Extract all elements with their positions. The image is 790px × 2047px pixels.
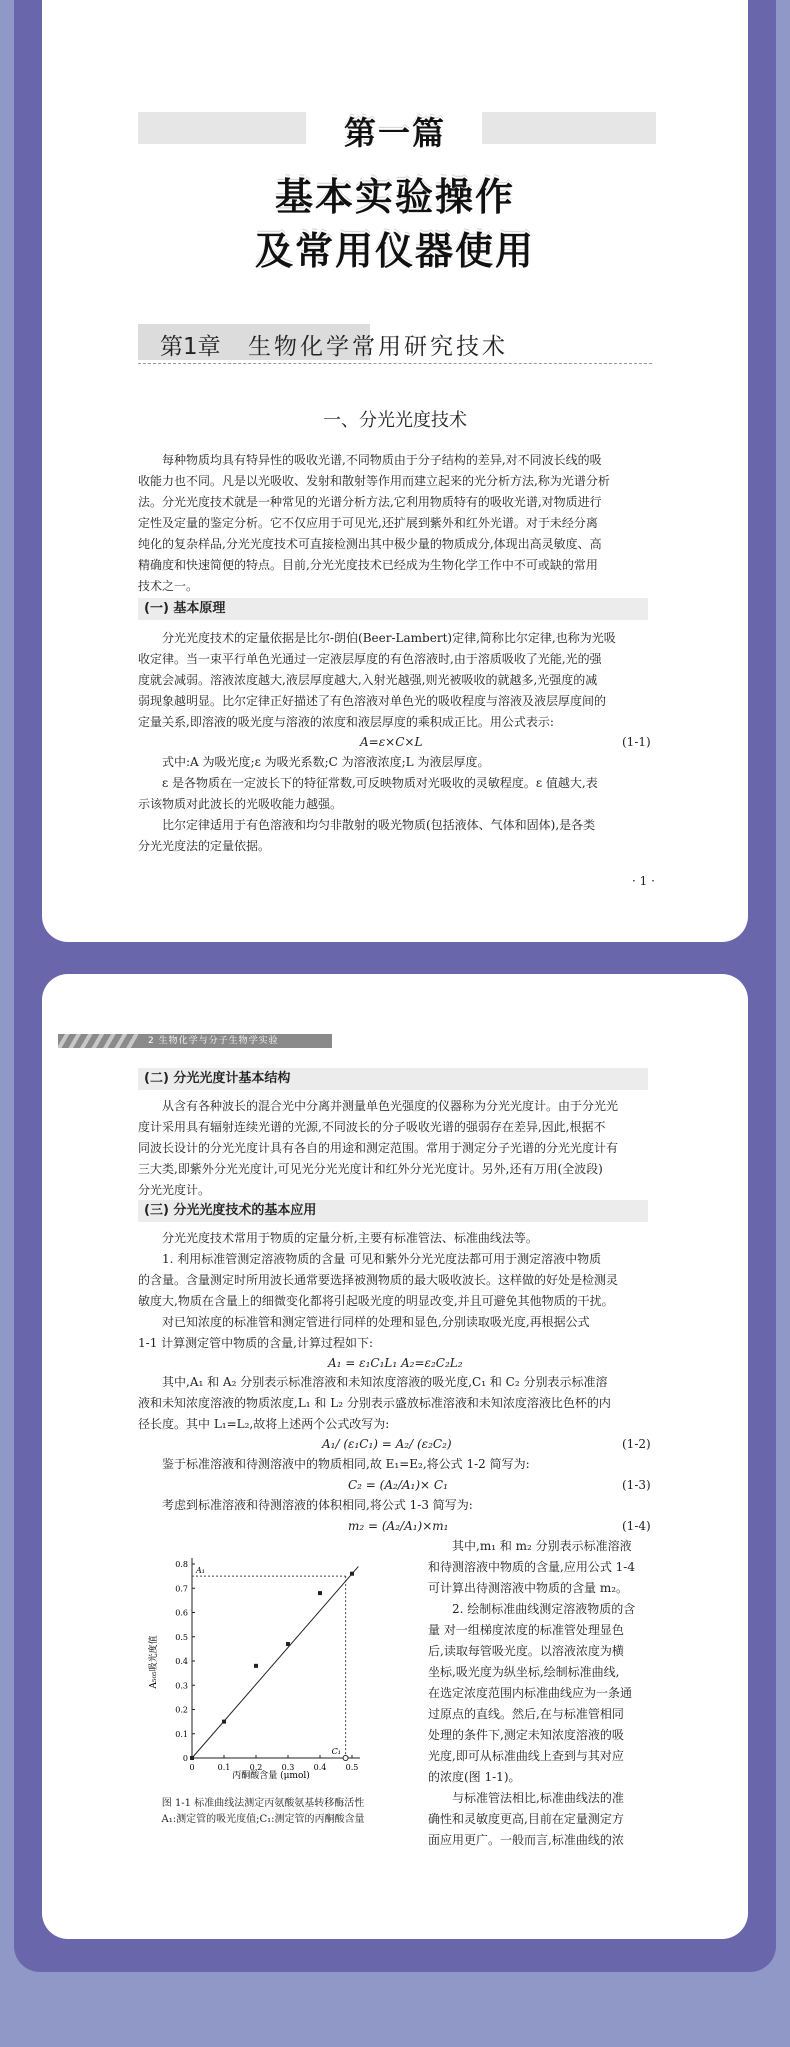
simplify-line [138, 1454, 648, 1475]
text-line: 技术之一。 [138, 579, 199, 593]
chart-x-axis-label: 丙酮酸含量 (μmol) [232, 1771, 310, 1781]
chart-x-tick-label: 0 [189, 1763, 195, 1772]
formula-1-2: A₁/ (ε₁C₁) = A₂/ (ε₂C₂) [322, 1437, 452, 1451]
chart-point [286, 1642, 290, 1646]
text-line: 量 对一组梯度浓度的标准管处理显色 [428, 1623, 624, 1637]
text-line: 1. 利用标准管测定溶液物质的含量 可见和紫外分光光度法都可用于测定溶液中物质 [162, 1252, 602, 1266]
book-page-1 [42, 0, 748, 942]
text-line: 每种物质均具有特异性的吸收光谱,不同物质由于分子结构的差异,对不同波长线的吸 [162, 453, 602, 467]
text-line: 纯化的复杂样品,分光光度技术可直接检测出其中极少量的物质成分,体现出高灵敏度、高 [138, 537, 602, 551]
running-head-stripes [58, 1034, 138, 1048]
chart-c1-marker [343, 1756, 348, 1761]
definition-paragraph [138, 752, 648, 857]
subsection-heading-principle: (一) 基本原理 [138, 598, 648, 620]
chart-point [190, 1756, 194, 1760]
equation-number: (1-3) [622, 1478, 651, 1492]
formula-absorbance-pair: A₁ = ε₁C₁L₁ A₂=ε₂C₂L₂ [328, 1356, 463, 1370]
part-title-line2: 及常用仪器使用 [254, 229, 535, 273]
chart-x-tick-label: 0.4 [313, 1763, 327, 1772]
chart-y-tick-label: 0.4 [175, 1657, 188, 1666]
structure-paragraph [138, 1096, 648, 1201]
text-line: 分光光度技术的定量依据是比尔-朗伯(Beer-Lambert)定律,简称比尔定律,也称为光吸 [162, 631, 616, 645]
text-line: 可计算出待测溶液中物质的含量 m₂。 [428, 1581, 629, 1595]
chart-fit-line [192, 1566, 358, 1758]
text-line: 分光光度计。 [138, 1183, 211, 1197]
equation-number: (1-4) [622, 1519, 651, 1533]
text-line: 面应用更广。一般而言,标准曲线的浓 [428, 1833, 624, 1847]
principle-paragraph [138, 628, 648, 733]
text-line: 的浓度(图 1-1)。 [428, 1770, 521, 1784]
chart-y-axis-label: A₅₀₅吸光度值 [149, 1635, 159, 1689]
chart-y-tick-label: 0.1 [175, 1729, 188, 1739]
text-line: 从含有各种波长的混合光中分离并测量单色光强度的仪器称为分光光度计。由于分光光 [162, 1099, 619, 1113]
chart-x-tick-label: 0.5 [345, 1763, 359, 1772]
text-line: 对已知浓度的标准管和测定管进行同样的处理和显色,分别读取吸光度,再根据公式 [162, 1315, 590, 1329]
intro-paragraph [138, 450, 648, 597]
formula-1-4: m₂ = (A₂/A₁)×m₁ [348, 1519, 449, 1533]
text-line: 过原点的直线。然后,在与标准管相同 [428, 1707, 624, 1721]
chapter-title: 生物化学常用研究技术 [248, 334, 508, 360]
text-line: 分光光度技术常用于物质的定量分析,主要有标准管法、标准曲线法等。 [162, 1231, 538, 1245]
subsection-heading-structure: (二) 分光光度计基本结构 [138, 1068, 648, 1090]
text-line: 与标准管法相比,标准曲线法的准 [452, 1791, 624, 1805]
text-line: 定性及定量的鉴定分析。它不仅应用于可见光,还扩展到紫外和红外光谱。对于未经分离 [138, 516, 598, 530]
chart-point [222, 1720, 226, 1724]
text-line: 坐标,吸光度为纵坐标,绘制标准曲线, [428, 1665, 620, 1679]
text-line: 弱现象越明显。比尔定律正好描述了有色溶液对单色光的吸收程度与溶液及液层厚度间的 [138, 694, 607, 708]
text-line: 2. 绘制标准曲线测定溶液物质的含 [452, 1602, 636, 1616]
text-line: 分光光度法的定量依据。 [138, 839, 271, 853]
text-line: 敏度大,物质在含量上的细微变化都将引起吸光度的明显改变,并且可避免其他物质的干扰。 [138, 1294, 614, 1308]
text-line: 其中,m₁ 和 m₂ 分别表示标准溶液 [452, 1539, 632, 1553]
figure-caption-note: A₁:测定管的吸光度值;C₁:测定管的丙酮酸含量 [161, 1814, 365, 1825]
text-line: ε 是各物质在一定波长下的特征常数,可反映物质对光吸收的灵敏程度。ε 值越大,表 [162, 776, 598, 790]
text-line: 度就会减弱。溶液浓度越大,液层厚度越大,入射光越强,则光被吸收的就越多,光强度的减 [138, 673, 598, 687]
text-line: 三大类,即紫外分光光度计,可见光分光光度计和红外分光光度计。另外,还有万用(全波段) [138, 1162, 603, 1176]
chart-y-tick-label: 0.5 [175, 1632, 188, 1642]
text-line: 示该物质对此波长的光吸收能力越强。 [138, 797, 343, 811]
part-title-line1: 基本实验操作 [274, 175, 515, 219]
text-line: 鉴于标准溶液和待测溶液中的物质相同,故 E₁=E₂,将公式 1-2 简写为: [162, 1457, 530, 1471]
section-title: 一、分光光度技术 [323, 410, 467, 431]
text-line: 法。分光光度技术就是一种常见的光谱分析方法,它利用物质特有的吸收光谱,对物质进行 [138, 495, 602, 509]
chapter-number: 第1章 [160, 334, 221, 360]
text-line: 式中:A 为吸光度;ε 为吸光系数;C 为溶液浓度;L 为液层厚度。 [162, 755, 490, 769]
figure-caption-title: 图 1-1 标准曲线法测定丙氨酸氨基转移酶活性 [161, 1798, 365, 1809]
text-line: 比尔定律适用于有色溶液和均匀非散射的吸光物质(包括液体、气体和固体),是各类 [162, 818, 596, 832]
chart-annotation-c1: C₁ [331, 1747, 341, 1756]
text-line: 在选定浓度范围内标准曲线应为一条通 [428, 1686, 633, 1700]
text-line: 定量关系,即溶液的吸光度与溶液的浓度和液层厚度的乘积成正比。用公式表示: [138, 715, 554, 729]
standard-curve-chart [142, 1540, 382, 1790]
text-line: 的含量。含量测定时所用波长通常要选择被测物质的最大吸收波长。这样做的好处是检测灵 [138, 1273, 619, 1287]
text-line: 后,读取每管吸光度。以溶液浓度为横 [428, 1644, 624, 1658]
running-head-text: 2 生物化学与分子生物学实验 [148, 1036, 279, 1046]
book-page-2 [42, 974, 748, 1939]
volume-line [138, 1495, 648, 1516]
chapter-rule [138, 363, 652, 364]
chart-x-tick-label: 0.3 [281, 1763, 295, 1772]
text-line: 确性和灵敏度更高,目前在定量测定方 [428, 1812, 624, 1826]
text-line: 和待测溶液中物质的含量,应用公式 1-4 [428, 1560, 635, 1574]
chart-y-tick-label: 0 [182, 1754, 188, 1763]
text-line: 光度,即可从标准曲线上查到与其对应 [428, 1749, 624, 1763]
text-line: 考虑到标准溶液和待测溶液的体积相同,将公式 1-3 简写为: [162, 1498, 473, 1512]
text-line: 处理的条件下,测定未知浓度溶液的吸 [428, 1728, 624, 1742]
text-line: 液和未知浓度溶液的物质浓度,L₁ 和 L₂ 分别表示盛放标准溶液和未知浓度溶液比色杯的内 [138, 1396, 611, 1410]
chart-x-tick-label: 0.1 [217, 1763, 231, 1772]
equation-number: (1-1) [622, 735, 651, 749]
running-head [58, 1034, 332, 1048]
chart-y-tick-label: 0.7 [175, 1584, 188, 1594]
chart-x-tick-label: 0.2 [249, 1763, 263, 1772]
formula-1-3: C₂ = (A₂/A₁)× C₁ [348, 1478, 448, 1492]
chart-point [318, 1591, 322, 1595]
chart-y-tick-label: 0.8 [175, 1560, 188, 1569]
text-line: 度计采用具有辐射连续光谱的光源,不同波长的分子吸收光谱的强弱存在差异,因此,根据不 [138, 1120, 606, 1134]
standard-curve-paragraph [428, 1536, 652, 1851]
figure-caption [138, 1796, 388, 1828]
text-line: 同波长设计的分光光度计具有各自的用途和测定范围。常用于测定分子光谱的分光光度计有 [138, 1141, 619, 1155]
equation-number: (1-2) [622, 1437, 651, 1451]
part-label: 第一篇 [343, 114, 446, 152]
chart-y-tick-label: 0.6 [175, 1608, 188, 1618]
chapter-heading [138, 320, 652, 364]
variables-paragraph [138, 1372, 648, 1435]
text-line: 收定律。当一束平行单色光通过一定液层厚度的有色溶液时,由于溶质吸收了光能,光的强 [138, 652, 602, 666]
subsection-heading-application: (三) 分光光度技术的基本应用 [138, 1200, 648, 1222]
chart-annotation-a1: A₁ [196, 1566, 205, 1576]
page-number: · 1 · [632, 874, 655, 888]
text-line: 1-1 计算测定管中物质的含量,计算过程如下: [138, 1336, 373, 1350]
chart-y-tick-label: 0.2 [175, 1705, 188, 1715]
chart-point [254, 1664, 258, 1668]
text-line: 精确度和快速简便的特点。目前,分光光度技术已经成为生物化学工作中不可或缺的常用 [138, 558, 598, 572]
chart-y-tick-label: 0.3 [175, 1681, 188, 1691]
text-line: 其中,A₁ 和 A₂ 分别表示标准溶液和未知浓度溶液的吸光度,C₁ 和 C₂ 分别表示标准溶 [162, 1375, 608, 1389]
text-line: 收能力也不同。凡是以光吸收、发射和散射等作用而建立起来的光分析方法,称为光谱分析 [138, 474, 610, 488]
chart-point [350, 1572, 354, 1576]
text-line: 径长度。其中 L₁=L₂,故将上述两个公式改写为: [138, 1417, 390, 1431]
application-paragraph [138, 1228, 648, 1354]
formula-beer-lambert: A=ε×C×L [360, 735, 423, 749]
